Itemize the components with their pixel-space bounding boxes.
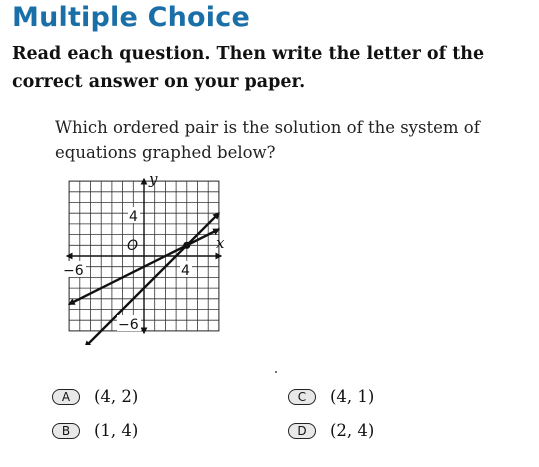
choice-a-letter: A (52, 389, 80, 405)
instructions-text: Read each question. Then write the letter of the correct answer on your paper. (12, 44, 485, 92)
choice-c-letter: C (288, 389, 316, 405)
section-title: Multiple Choice (12, 2, 250, 33)
tick-label-y-pos: 4 (129, 209, 138, 225)
choice-d[interactable] (288, 421, 374, 440)
choice-d-answer: (2, 4) (330, 421, 375, 440)
tick-label-x-pos: 4 (181, 263, 190, 279)
choice-b[interactable] (52, 421, 138, 440)
origin-label: O (127, 238, 139, 254)
intersection-point (183, 242, 190, 249)
stray-dot (275, 371, 277, 373)
question-text: Which ordered pair is the solution of the system of equations graphed below? (55, 118, 480, 162)
choice-b-letter: B (52, 423, 80, 439)
choice-a-answer: (4, 2) (94, 387, 139, 406)
system-of-equations-graph (50, 165, 240, 345)
choice-a[interactable] (52, 387, 138, 406)
choice-c[interactable] (288, 387, 374, 406)
x-axis-label: x (216, 234, 225, 252)
choice-c-answer: (4, 1) (330, 387, 375, 406)
series-line-2 (85, 213, 219, 345)
tick-label-x-neg: −6 (63, 263, 84, 279)
y-axis-label: y (149, 170, 158, 188)
choice-b-answer: (1, 4) (94, 421, 139, 440)
choice-d-letter: D (288, 423, 316, 439)
tick-label-y-neg: −6 (118, 317, 139, 333)
